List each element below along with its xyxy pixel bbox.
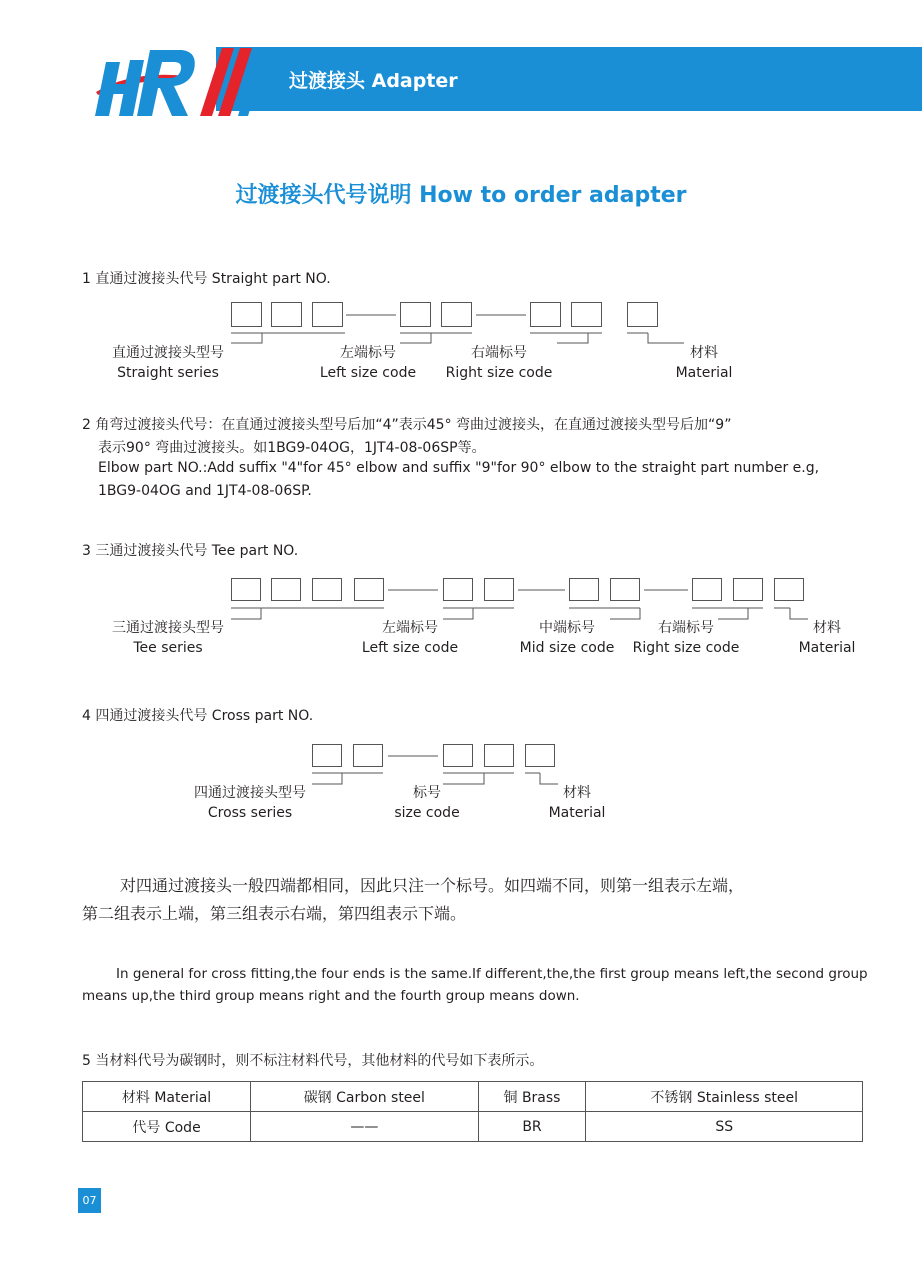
straight-label-series: 直通过渡接头型号 Straight series bbox=[112, 345, 224, 381]
straight-section-title: 1 直通过渡接头代号 Straight part NO. bbox=[82, 271, 331, 287]
table-cell: BR bbox=[478, 1112, 586, 1142]
cross-label-size: 标号 size code bbox=[394, 785, 460, 821]
straight-label-left: 左端标号 Left size code bbox=[319, 345, 417, 381]
tee-section-title: 3 三通过渡接头代号 Tee part NO. bbox=[82, 543, 299, 559]
material-section-title: 5 当材料代号为碳钢时，则不标注材料代号，其他材料的代号如下表所示。 bbox=[82, 1053, 544, 1069]
tee-label-right: 右端标号 Right size code bbox=[632, 620, 740, 656]
table-cell: 不锈钢 Stainless steel bbox=[586, 1082, 863, 1112]
table-cell: 铜 Brass bbox=[478, 1082, 586, 1112]
material-code-table bbox=[82, 1081, 863, 1142]
note-cn-line-1: 对四通过渡接头一般四端都相同，因此只注一个标号。如四端不同，则第一组表示左端， bbox=[120, 876, 745, 895]
cross-section-title: 4 四通过渡接头代号 Cross part NO. bbox=[82, 708, 314, 724]
elbow-line-1: 2 角弯过渡接头代号：在直通过渡接头型号后加“4”表示45° 弯曲过渡接头，在直通过渡接头型号后加“9” bbox=[82, 417, 732, 433]
cross-label-material: 材料 Material bbox=[548, 785, 606, 821]
tee-label-series: 三通过渡接头型号 Tee series bbox=[112, 620, 224, 656]
table-row bbox=[83, 1112, 863, 1142]
table-cell: SS bbox=[586, 1112, 863, 1142]
elbow-line-3: Elbow part NO.:Add suffix "4"for 45° elbow and suffix "9"for 90° elbow to the straight part number e.g, bbox=[98, 460, 820, 476]
tee-label-left: 左端标号 Left size code bbox=[361, 620, 459, 656]
tee-label-mid: 中端标号 Mid size code bbox=[519, 620, 615, 656]
note-en-line-1: In general for cross fitting,the four ends is the same.If different,the,the first group means left,the second group bbox=[116, 966, 868, 982]
elbow-line-4: 1BG9-04OG and 1JT4-08-06SP. bbox=[98, 483, 312, 499]
header-title: 过渡接头 Adapter bbox=[289, 70, 458, 92]
table-cell: 碳钢 Carbon steel bbox=[251, 1082, 478, 1112]
straight-label-right: 右端标号 Right size code bbox=[445, 345, 553, 381]
table-cell: 材料 Material bbox=[83, 1082, 251, 1112]
note-cn-line-2: 第二组表示上端，第三组表示右端，第四组表示下端。 bbox=[82, 904, 467, 923]
page-heading: 过渡接头代号说明 How to order adapter bbox=[235, 183, 687, 208]
table-cell: —— bbox=[251, 1112, 478, 1142]
elbow-line-2: 表示90° 弯曲过渡接头。如1BG9-04OG，1JT4-08-06SP等。 bbox=[98, 440, 486, 456]
tee-label-material: 材料 Material bbox=[798, 620, 856, 656]
table-cell: 代号 Code bbox=[83, 1112, 251, 1142]
cross-label-series: 四通过渡接头型号 Cross series bbox=[194, 785, 306, 821]
table-header-row bbox=[83, 1082, 863, 1112]
straight-label-material: 材料 Material bbox=[675, 345, 733, 381]
page-number: 07 bbox=[78, 1188, 101, 1213]
note-en-line-2: means up,the third group means right and the fourth group means down. bbox=[82, 988, 580, 1004]
